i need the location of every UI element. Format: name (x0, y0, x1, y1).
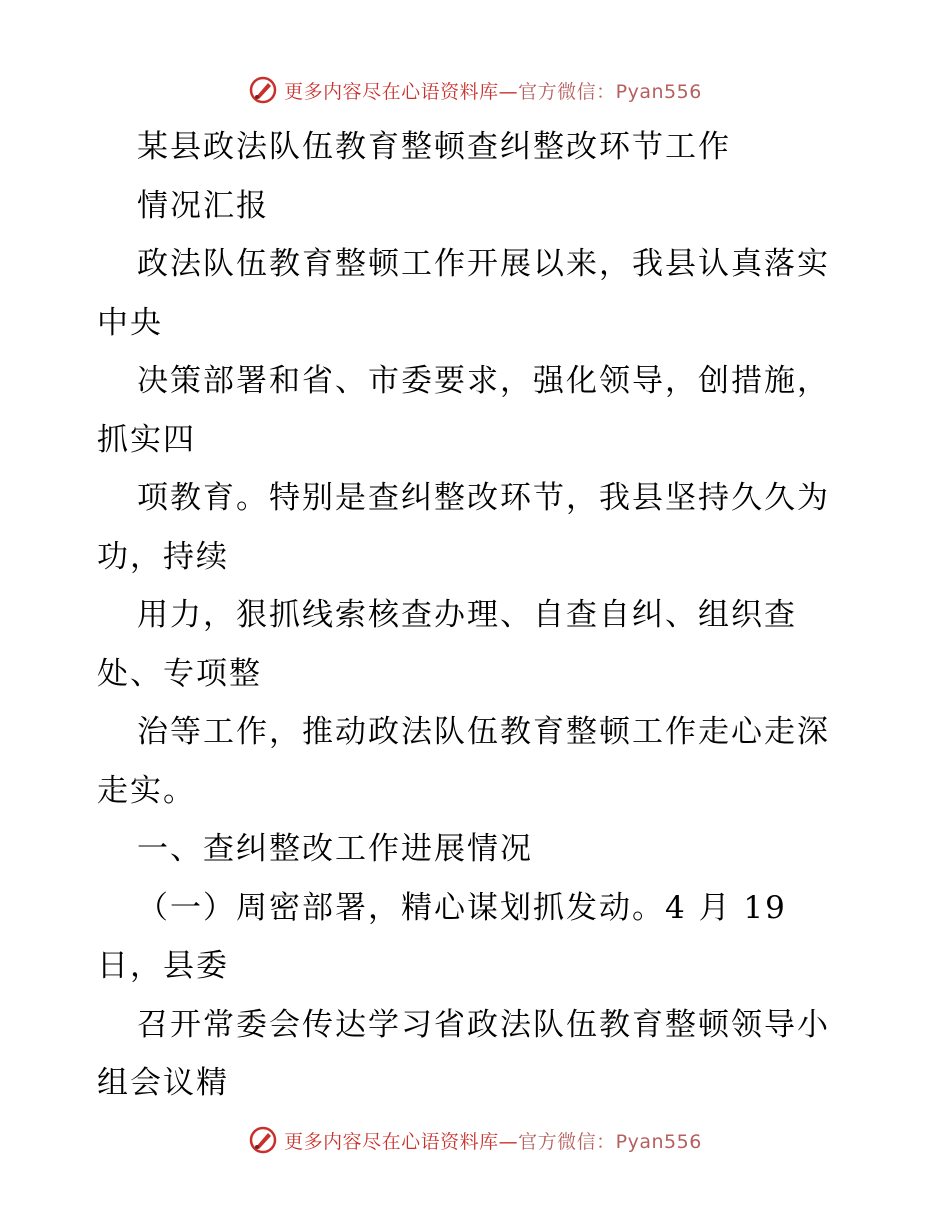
watermark-text: 更多内容尽在心语资料库—官方微信：Pyan556 (284, 80, 702, 103)
text-line: 功，持续 (97, 538, 229, 575)
watermark-banner-top (0, 70, 950, 110)
text-line: 中央 (97, 304, 163, 341)
text-line: 日，县委 (97, 948, 229, 984)
document-body (97, 118, 857, 1113)
text-line: 处、专项整 (97, 655, 262, 692)
brush-logo-icon (248, 1125, 278, 1155)
text-line: 治等工作，推动政法队伍教育整顿工作走心走深 (137, 714, 830, 750)
watermark-text: 更多内容尽在心语资料库—官方微信：Pyan556 (284, 1130, 702, 1153)
text-line: 某县政法队伍教育整顿查纠整改环节工作 (137, 129, 731, 165)
text-line: 项教育。特别是查纠整改环节，我县坚持久久为 (137, 480, 830, 516)
brush-logo-icon (248, 75, 278, 105)
text-line: 情况汇报 (137, 187, 269, 224)
text-line: 政法队伍教育整顿工作开展以来，我县认真落实 (137, 246, 830, 282)
watermark-banner-bottom (0, 1120, 950, 1160)
text-line: （一）周密部署，精心谋划抓发动。4 月 19 (137, 889, 787, 926)
text-line: 决策部署和省、市委要求，强化领导，创措施， (137, 363, 830, 399)
text-line: 走实。 (97, 772, 196, 809)
text-line: 组会议精 (97, 1065, 229, 1101)
text-line: 用力，狠抓线索核查办理、自查自纠、组织查 (137, 597, 797, 633)
text-line: 一、查纠整改工作进展情况 (137, 831, 533, 867)
text-line: 抓实四 (97, 421, 196, 458)
text-line: 召开常委会传达学习省政法队伍教育整顿领导小 (137, 1006, 830, 1043)
